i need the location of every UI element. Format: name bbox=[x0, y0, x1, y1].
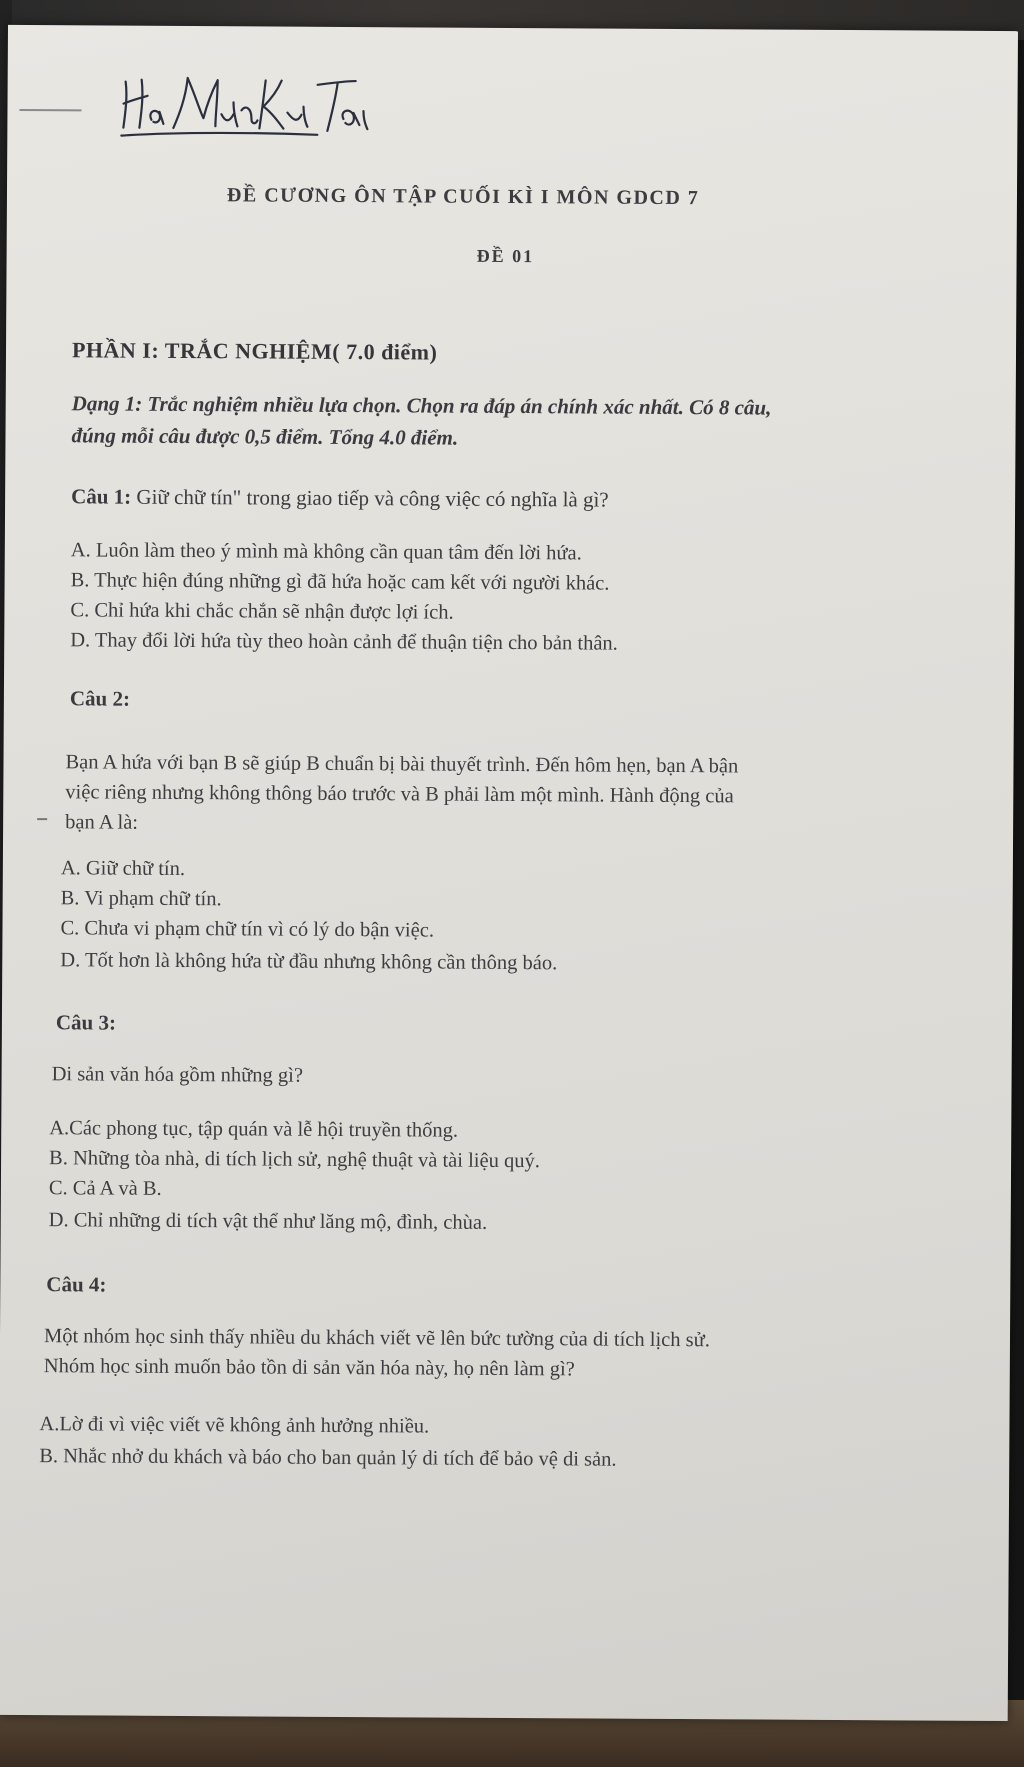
question-label: Câu 1: bbox=[71, 484, 132, 509]
option-b: B. Vi phạm chữ tín. bbox=[60, 887, 222, 911]
instruction-line: đúng mỗi câu được 0,5 điểm. Tổng 4.0 điểm. bbox=[71, 423, 459, 450]
question-3-text: Di sản văn hóa gồm những gì? bbox=[51, 1063, 304, 1087]
instruction-line: Dạng 1: Trắc nghiệm nhiều lựa chọn. Chọn ra đáp án chính xác nhất. Có 8 câu, bbox=[71, 391, 772, 420]
question-text-line: Một nhóm học sinh thấy nhiều du khách viết vẽ lên bức tường của di tích lịch sử. bbox=[43, 1325, 710, 1352]
question-text-line: Nhóm học sinh muốn bảo tồn di sản văn hóa này, họ nên làm gì? bbox=[43, 1355, 575, 1381]
question-2-text bbox=[65, 747, 966, 842]
question-text-line: việc riêng nhưng không thông báo trước và B phải làm một mình. Hành động của bbox=[65, 781, 734, 808]
margin-line bbox=[19, 109, 81, 111]
option-c: C. Cả A và B. bbox=[48, 1177, 162, 1200]
question-text: Giữ chữ tín" trong giao tiếp và công việc có nghĩa là gì? bbox=[131, 484, 609, 512]
option-b: B. Thực hiện đúng những gì đã hứa hoặc cam kết với người khác. bbox=[70, 569, 610, 595]
handwritten-signature bbox=[117, 62, 377, 144]
document-title: ĐỀ CƯƠNG ÔN TẬP CUỐI KÌ I MÔN GDCD 7 bbox=[226, 184, 700, 210]
option-a: A. Luôn làm theo ý mình mà không cần quan tâm đến lời hứa. bbox=[70, 539, 582, 565]
question-text-line: bạn A là: bbox=[65, 811, 139, 834]
option-d: D. Thay đổi lời hứa tùy theo hoàn cảnh để thuận tiện cho bản thân. bbox=[70, 629, 618, 655]
option-a: A.Lờ đi vì việc viết vẽ không ảnh hưởng nhiều. bbox=[39, 1413, 430, 1438]
pen-mark bbox=[37, 818, 47, 820]
option-b: B. Nhắc nhở du khách và báo cho ban quản lý di tích để bảo vệ di sản. bbox=[39, 1445, 617, 1471]
option-c: C. Chưa vi phạm chữ tín vì có lý do bận việc. bbox=[60, 917, 435, 942]
instruction-paragraph bbox=[71, 387, 971, 456]
question-2-label: Câu 2: bbox=[69, 686, 131, 711]
option-b: B. Những tòa nhà, di tích lịch sử, nghệ thuật và tài liệu quý. bbox=[49, 1147, 540, 1173]
question-1 bbox=[71, 481, 609, 514]
exam-paper bbox=[0, 25, 1018, 1721]
option-d: D. Tốt hơn là không hứa từ đầu nhưng không cần thông báo. bbox=[60, 949, 558, 975]
option-a: A.Các phong tục, tập quán và lễ hội truyền thống. bbox=[49, 1117, 459, 1142]
question-3-label: Câu 3: bbox=[55, 1010, 117, 1035]
option-d: D. Chỉ những di tích vật thể như lăng mộ, đình, chùa. bbox=[48, 1209, 488, 1234]
option-a: A. Giữ chữ tín. bbox=[60, 857, 186, 881]
section-heading: PHẦN I: TRẮC NGHIỆM( 7.0 điểm) bbox=[71, 337, 438, 365]
question-4-text bbox=[44, 1321, 964, 1387]
exam-code: ĐỀ 01 bbox=[476, 245, 535, 267]
question-4-label: Câu 4: bbox=[46, 1272, 107, 1297]
option-c: C. Chỉ hứa khi chắc chắn sẽ nhận được lợi ích. bbox=[70, 599, 454, 624]
question-text-line: Bạn A hứa với bạn B sẽ giúp B chuẩn bị bài thuyết trình. Đến hôm hẹn, bạn A bận bbox=[65, 751, 739, 778]
paper-content bbox=[0, 25, 1018, 1721]
